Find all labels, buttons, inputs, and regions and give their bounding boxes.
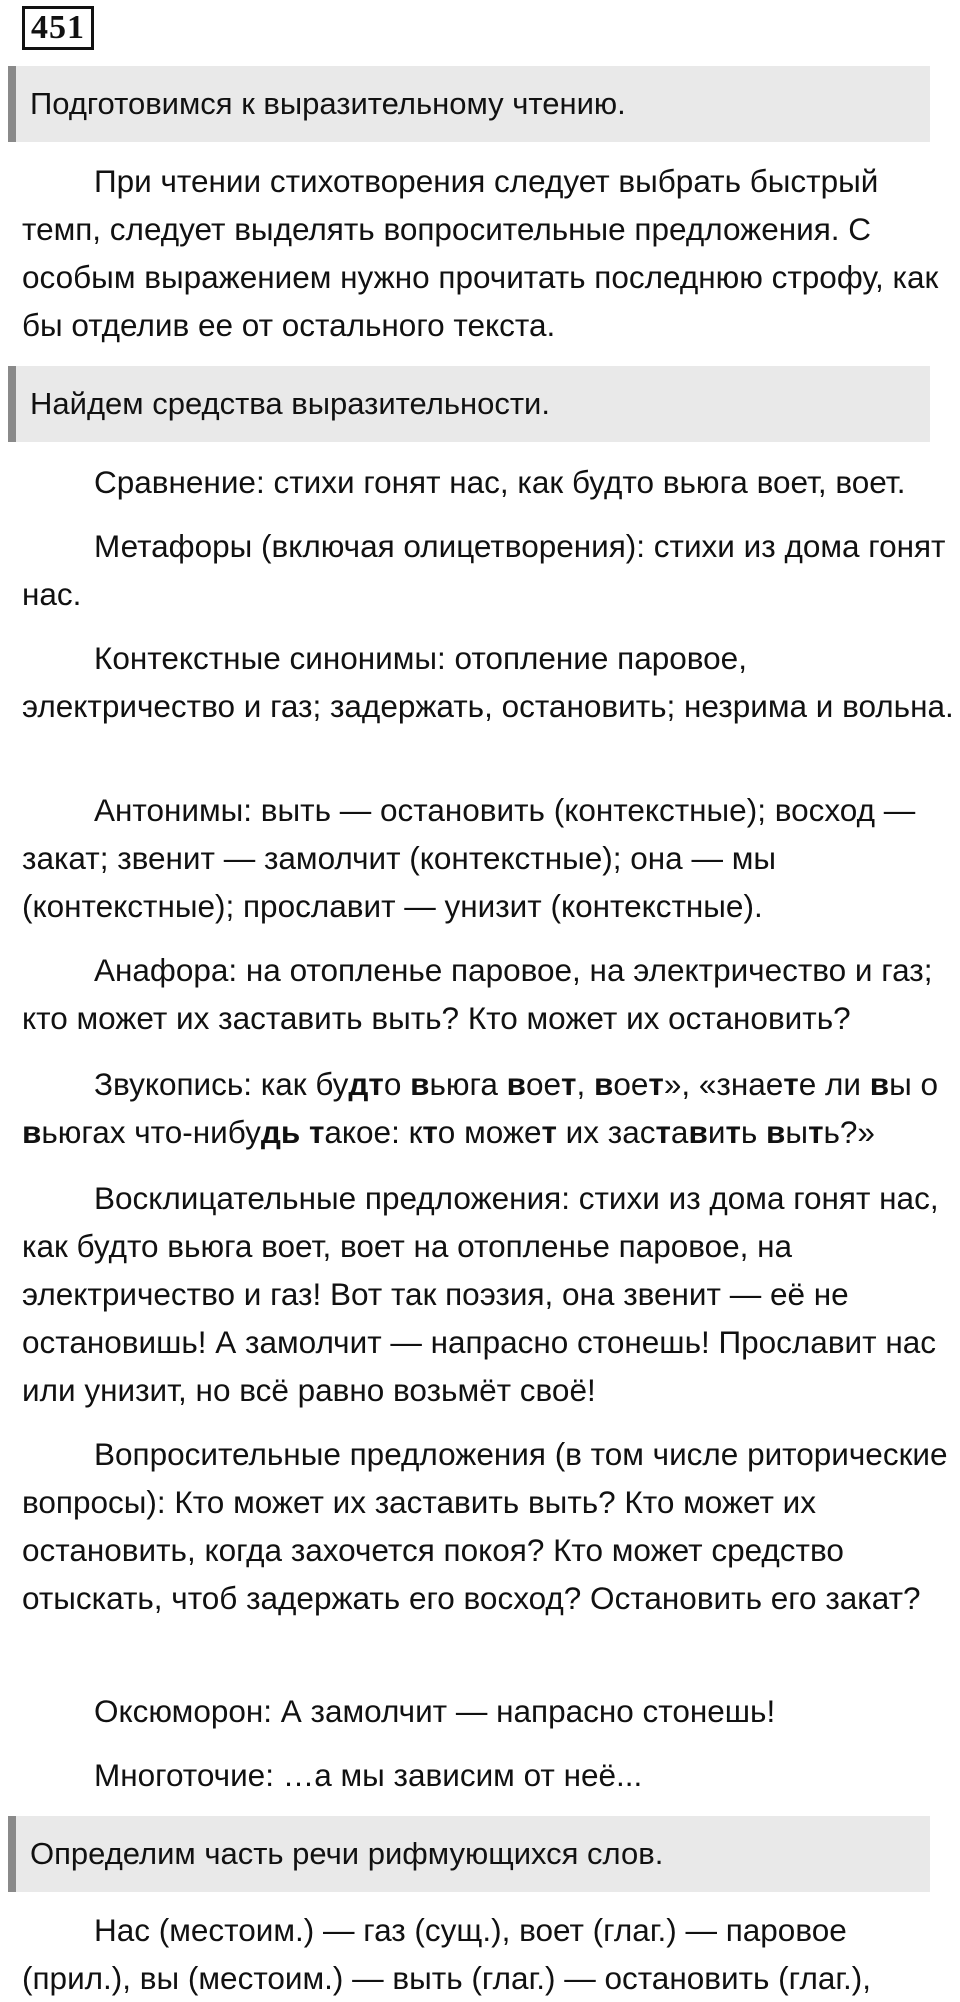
sound-text: , xyxy=(576,1066,594,1102)
paragraph-questions xyxy=(22,1430,960,1622)
sound-text: Звукопись: как бу xyxy=(94,1066,349,1102)
sound-text: ы о xyxy=(889,1066,939,1102)
sound-text: ьюга xyxy=(429,1066,507,1102)
sound-text: е ли xyxy=(798,1066,870,1102)
sound-text: и xyxy=(707,1114,726,1150)
sound-highlight: т xyxy=(541,1114,557,1150)
sound-highlight: т xyxy=(422,1114,438,1150)
paragraph-text: Метафоры (включая олицетворения): стихи из дома гонят нас. xyxy=(22,528,946,612)
sound-highlight: в xyxy=(22,1114,42,1150)
section-heading-reading: Подготовимся к выразительному чтению. xyxy=(8,66,930,142)
paragraph-anaphora xyxy=(22,946,960,1042)
paragraph-oxymoron xyxy=(22,1687,960,1735)
paragraph-synonyms xyxy=(22,634,960,730)
paragraph-sound-writing xyxy=(22,1060,960,1156)
paragraph-antonyms xyxy=(22,786,960,930)
sound-highlight: в xyxy=(869,1066,890,1102)
paragraph-text: Антонимы: выть — остановить (контекстные); восход — закат; звенит — замолчит (контекстные); она — мы (контекстные); прославит — унизит (контекстные). xyxy=(22,792,916,924)
paragraph-text: Контекстные синонимы: отопление паровое, электричество и газ; задержать, остановить; незрима и вольна. xyxy=(22,640,954,724)
paragraph-text: Вопросительные предложения (в том числе риторические вопросы): Кто может их заставить выть? Кто может их остановить, когда захочется покоя? Кто может средство отыскать, чтоб задержать его восход? Остановить его закат? xyxy=(22,1436,948,1616)
paragraph-metaphors xyxy=(22,522,960,618)
sound-text: ы xyxy=(785,1114,809,1150)
paragraph-rhyme xyxy=(22,1906,960,2002)
paragraph-text: При чтении стихотворения следует выбрать быстрый темп, следует выделять вопросительные предложения. С особым выражением нужно прочитать последнюю строфу, как бы отделив ее от остального текста. xyxy=(22,163,939,343)
paragraph-text: Нас (местоим.) — газ (сущ.), воет (глаг.) — паровое (прил.), вы (местоим.) — выть (глаг.) — остановить (глаг.), xyxy=(22,1912,871,1996)
paragraph-text: Оксюморон: А замолчит — напрасно стонешь! xyxy=(94,1693,776,1729)
sound-highlight: в xyxy=(410,1066,430,1102)
sound-text: о xyxy=(383,1066,411,1102)
paragraph-ellipsis xyxy=(22,1751,960,1799)
sound-text: акое: к xyxy=(324,1114,423,1150)
paragraph-reading xyxy=(22,157,960,349)
sound-text: их зас xyxy=(556,1114,656,1150)
sound-highlight: в xyxy=(688,1114,708,1150)
paragraph-text: Анафора: на отопленье паровое, на электричество и газ; кто может их заставить выть? Кто может их остановить? xyxy=(22,952,933,1036)
paragraph-text: Сравнение: стихи гонят нас, как будто вьюга воет, воет. xyxy=(94,464,906,500)
sound-text: о може xyxy=(437,1114,542,1150)
section-heading-rhyme: Определим часть речи рифмующихся слов. xyxy=(8,1816,930,1892)
task-number: 451 xyxy=(22,6,94,50)
sound-highlight: т xyxy=(808,1114,824,1150)
sound-text: ьюгах что-нибу xyxy=(41,1114,261,1150)
sound-highlight: т xyxy=(725,1114,741,1150)
paragraph-exclamations xyxy=(22,1174,960,1414)
paragraph-comparison xyxy=(22,458,960,506)
sound-highlight: т xyxy=(783,1066,799,1102)
sound-text: ь?» xyxy=(823,1114,875,1150)
sound-highlight: т xyxy=(561,1066,577,1102)
sound-text: е xyxy=(765,1066,784,1102)
sound-text: », «зна xyxy=(663,1066,766,1102)
section-heading-devices: Найдем средства выразительности. xyxy=(8,366,930,442)
sound-highlight: т xyxy=(648,1066,664,1102)
sound-text: а xyxy=(670,1114,689,1150)
sound-highlight: дт xyxy=(348,1066,384,1102)
sound-text: ь xyxy=(740,1114,767,1150)
sound-highlight: в xyxy=(766,1114,786,1150)
paragraph-text: Многоточие: …а мы зависим от неё... xyxy=(94,1757,643,1793)
sound-text: ое xyxy=(526,1066,562,1102)
sound-text: ое xyxy=(613,1066,649,1102)
sound-highlight: т xyxy=(655,1114,671,1150)
sound-highlight: в xyxy=(594,1066,614,1102)
sound-highlight: дь т xyxy=(260,1114,325,1150)
paragraph-text: Восклицательные предложения: стихи из дома гонят нас, как будто вьюга воет, воет на отопленье паровое, на электричество и газ! Вот так поэзия, она звенит — её не остановишь! А замолчит — напрасно стонешь! Прославит нас или унизит, но всё равно возьмёт своё! xyxy=(22,1180,939,1408)
sound-highlight: в xyxy=(506,1066,526,1102)
